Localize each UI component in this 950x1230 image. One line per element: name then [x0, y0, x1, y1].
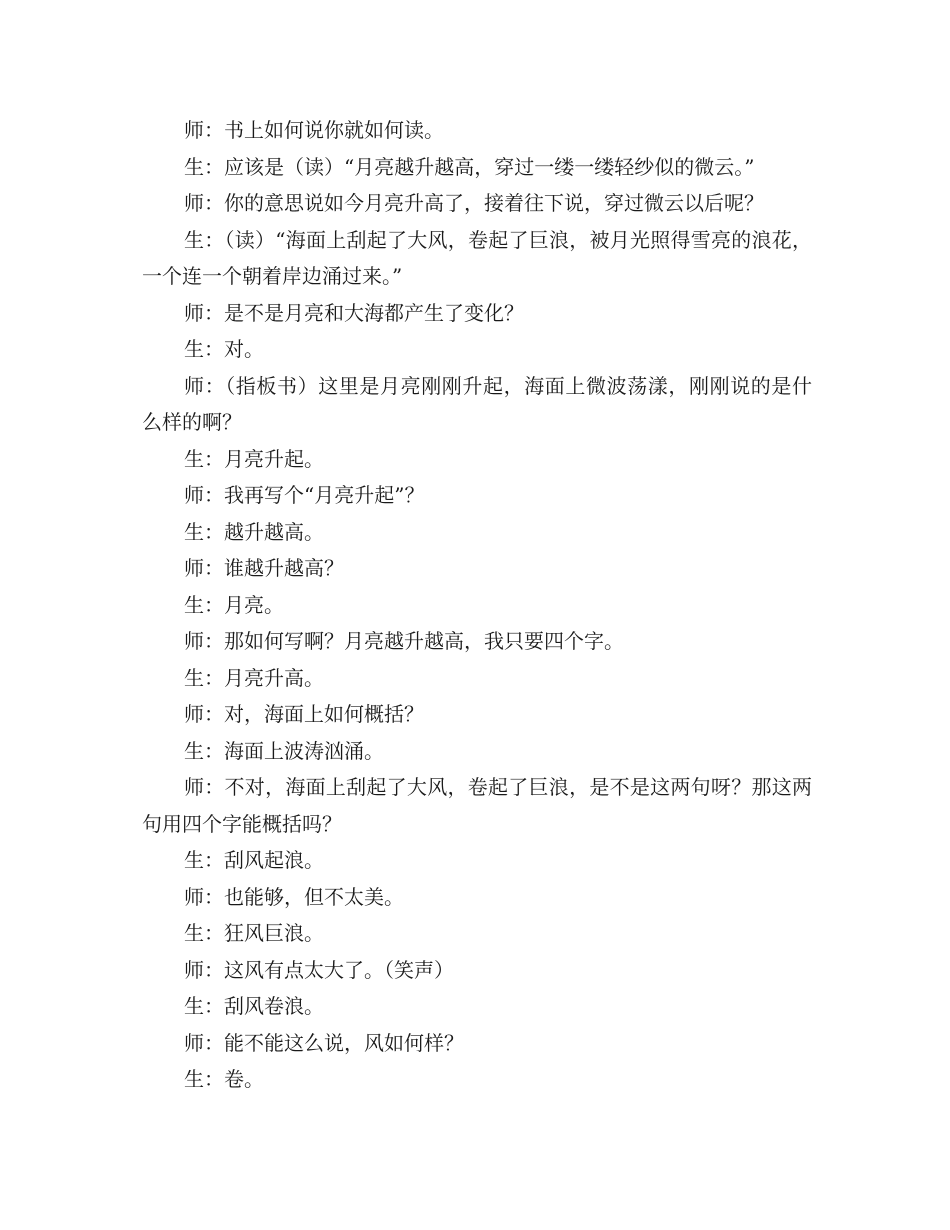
paragraph-22: 生：刮风卷浪。	[184, 994, 324, 1018]
paragraph-2: 生：应该是（读）“月亮越升越高，穿过一缕一缕轻纱似的微云。”	[184, 154, 755, 179]
paragraph-5: 师：是不是月亮和大海都产生了变化？	[184, 300, 524, 325]
paragraph-20: 生：狂风巨浪。	[184, 921, 324, 945]
paragraph-17: 师：不对，海面上刮起了大风，卷起了巨浪，是不是这两句呀？那这两句用四个字能概括吗？	[142, 775, 812, 836]
paragraph-14: 生：月亮升高。	[184, 665, 324, 690]
paragraph-7: 师：（指板书）这里是月亮刚刚升起，海面上微波荡漾，刚刚说的是什么样的啊？	[142, 373, 812, 434]
paragraph-24: 生：卷。	[184, 1067, 264, 1091]
paragraph-4: 生：（读）“海面上刮起了大风，卷起了巨浪，被月光照得雪亮的浪花，一个连一个朝着岸边涌过来。”	[142, 227, 812, 288]
paragraph-10: 生：越升越高。	[184, 519, 324, 544]
paragraph-12: 生：月亮。	[184, 592, 284, 617]
paragraph-19: 师：也能够，但不太美。	[184, 884, 404, 909]
paragraph-8: 生：月亮升起。	[184, 446, 324, 471]
paragraph-11: 师：谁越升越高？	[184, 556, 344, 580]
document-body	[142, 112, 812, 1098]
paragraph-15: 师：对，海面上如何概括？	[184, 702, 424, 726]
paragraph-1: 师：书上如何说你就如何读。	[184, 118, 444, 142]
paragraph-18: 生：刮风起浪。	[184, 848, 324, 872]
paragraph-23: 师：能不能这么说，风如何样？	[184, 1030, 464, 1055]
paragraph-21: 师：这风有点太大了。（笑声）	[184, 957, 454, 982]
paragraph-9: 师：我再写个“月亮升起”？	[184, 483, 425, 507]
paragraph-3: 师：你的意思说如今月亮升高了，接着往下说，穿过微云以后呢？	[184, 191, 764, 215]
paragraph-13: 师：那如何写啊？月亮越升越高，我只要四个字。	[184, 629, 624, 653]
paragraph-6: 生：对。	[184, 337, 264, 361]
paragraph-16: 生：海面上波涛汹涌。	[184, 738, 384, 763]
